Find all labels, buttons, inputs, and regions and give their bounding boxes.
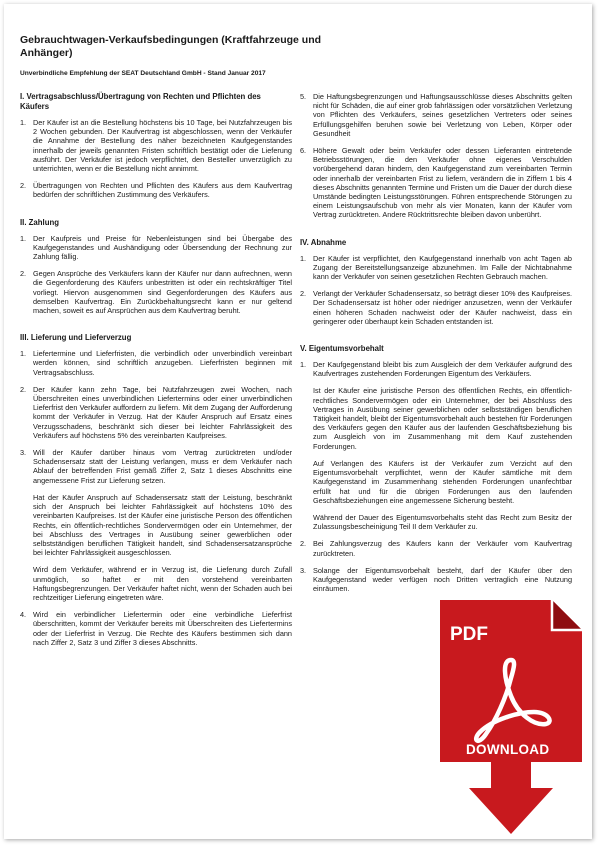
paragraph: Ist der Käufer eine juristische Person des öffentlichen Rechts, ein öffentlich-rechtliches Sondervermögen oder ein Unternehmer, der bei Abschluss des Vertrages in Ausübung seiner gewerblichen oder selbstständigen beruflichen Tätigkeit handelt, bleibt der Eigentumsvorbehalt auch bestehen für Forderungen des Verkäufers gegen den Käufer aus der laufenden Geschäftsbeziehung bis zum Ausgleich von im Zusammenhang mit dem Kauf zustehenden Forderungen. xyxy=(313,386,572,451)
item-number: 2. xyxy=(300,289,307,299)
item-number: 2. xyxy=(20,181,27,191)
item-text: Der Käufer kann zehn Tage, bei Nutzfahrzeugen zwei Wochen, nach Überschreiten eines unverbindlichen Liefertermins oder einer unverbindlichen Lieferfrist den Verkäufer auffordern zu liefern. Mit dem Zugang der Aufforderung kommt der Verkäufer in Verzug. Hat der Käufer Anspruch auf Ersatz eines Verzugsschadens, beschränkt sich dieser bei leichter Fahrlässigkeit des Verkäufers auf höchstens 5% des vereinbarten Kaufpreises. xyxy=(33,384,292,440)
item-text: Verlangt der Verkäufer Schadensersatz, so beträgt dieser 10% des Kaufpreises. Der Schadensersatz ist höher oder niedriger anzusetzen, wenn der Verkäufer einen höheren Schaden nachweist oder der Käufer nachweist, dass ein geringerer oder überhaupt kein Schaden entstanden ist. xyxy=(313,289,572,326)
item-number: 2. xyxy=(300,539,307,549)
section-heading-4: IV. Abnahme xyxy=(300,237,347,247)
item-text: Gegen Ansprüche des Verkäufers kann der Käufer nur dann aufrechnen, wenn die Gegenforderung des Käufers unbestritten ist oder ein rechtskräftiger Titel vorliegt. Hiervon ausgenommen sind Gegenforderungen des Käufers aus demselben Kaufvertrag. Ein Zurückbehaltungsrecht kann er nur geltend machen, soweit es auf Ansprüchen aus dem Kaufvertrag beruht. xyxy=(33,269,292,316)
list-item xyxy=(300,566,572,594)
item-text: Höhere Gewalt oder beim Verkäufer oder dessen Lieferanten eintretende Betriebsstörungen, die den Verkäufer ohne eigenes Verschulden vorübergehend daran hindern, den Kaufgegenstand zum vereinbarten Termin oder innerhalb der vereinbarten Frist zu liefern, verändern die in Ziffern 1 bis 4 dieses Abschnitts genannten Termine und Fristen um die Dauer der durch diese Umstände bedingten Leistungsstörungen. Führen entsprechende Störungen zu einem Leistungsaufschub von mehr als vier Monaten, kann der Käufer vom Vertrag zurücktreten. Andere Rücktrittsrechte bleiben davon unberührt. xyxy=(313,146,572,220)
paragraph: Auf Verlangen des Käufers ist der Verkäufer zum Verzicht auf den Eigentumsvorbehalt verpflichtet, wenn der Käufer sämtliche mit dem Kaufgegenstand im Zusammenhang stehenden Forderungen unanfechtbar erfüllt hat und für die übrigen Forderungen aus den laufenden Geschäftsbeziehungen eine angemessene Sicherung besteht. xyxy=(313,458,572,505)
list-item xyxy=(300,360,572,378)
list-item xyxy=(20,610,292,647)
item-number: 1. xyxy=(300,360,307,370)
item-text: Der Kaufgegenstand bleibt bis zum Ausgleich der dem Verkäufer aufgrund des Kaufvertrages zustehenden Forderungen Eigentum des Verkäufers. xyxy=(313,360,572,379)
item-number: 1. xyxy=(20,349,27,359)
item-text: Solange der Eigentumsvorbehalt besteht, darf der Käufer über den Kaufgegenstand weder verfügen noch Dritten vertraglich eine Nutzung einräumen. xyxy=(313,565,572,594)
section-heading-3: III. Lieferung und Lieferverzug xyxy=(20,333,132,343)
item-text: Bei Zahlungsverzug des Käufers kann der Verkäufer vom Kaufvertrag zurücktreten. xyxy=(313,539,572,558)
item-number: 4. xyxy=(20,610,27,620)
list-item xyxy=(300,92,572,138)
left-column xyxy=(20,92,292,655)
item-text: Liefertermine und Lieferfristen, die verbindlich oder unverbindlich vereinbart werden können, sind schriftlich anzugeben. Lieferfristen beginnen mit Vertragsabschluss. xyxy=(33,349,292,377)
paragraph: Während der Dauer des Eigentumsvorbehalts steht das Recht zum Besitz der Zulassungsbescheinigung Teil II dem Verkäufer zu. xyxy=(313,512,572,532)
section-heading-5: V. Eigentumsvorbehalt xyxy=(300,344,384,354)
pdf-label: PDF xyxy=(450,624,488,645)
item-number: 3. xyxy=(20,448,27,458)
list-item xyxy=(20,181,292,199)
document-title: Gebrauchtwagen-Verkaufsbedingungen (Kraftfahrzeuge und Anhänger) xyxy=(20,34,322,59)
item-number: 3. xyxy=(300,565,307,575)
item-text: Übertragungen von Rechten und Pflichten des Käufers aus dem Kaufvertrag bedürfen der schriftlichen Zustimmung des Verkäufers. xyxy=(33,181,292,200)
item-number: 2. xyxy=(20,384,27,394)
right-column xyxy=(300,92,572,601)
item-number: 2. xyxy=(20,269,27,279)
item-number: 1. xyxy=(20,118,27,127)
list-item xyxy=(300,146,572,220)
item-text: Wird ein verbindlicher Liefertermin oder eine verbindliche Lieferfrist überschritten, kommt der Verkäufer bereits mit Überschreiten des Liefertermins oder der Lieferfrist in Verzug. Die Rechte des Käufers bestimmen sich dann nach Ziffer 2, Satz 3 und Ziffer 3 dieses Abschnitts. xyxy=(33,610,292,647)
paragraph: Wird dem Verkäufer, während er in Verzug ist, die Lieferung durch Zufall unmöglich, so haftet er mit den vorstehend vereinbarten Haftungsbegrenzungen. Der Verkäufer haftet nicht, wenn der Schaden auch bei rechtzeitiger Lieferung eingetreten wäre. xyxy=(33,565,292,602)
item-text: Die Haftungsbegrenzungen und Haftungsausschlüsse dieses Abschnitts gelten nicht für Schäden, die auf einer grob fahrlässigen oder vorsätzlichen Verletzung von Pflichten des Verkäufers, seines gesetzlichen Vertreters oder seines Erfüllungsgehilfen beruhen sowie bei Verletzung von Leben, Körper oder Gesundheit xyxy=(313,92,572,138)
list-item xyxy=(20,234,292,262)
item-text: Der Käufer ist verpflichtet, den Kaufgegenstand innerhalb von acht Tagen ab Zugang der Bereitstellungsanzeige abzunehmen. Im Falle der Nichtabnahme kann der Verkäufer von seinen gesetzlichen Rechten Gebrauch machen. xyxy=(313,253,572,282)
list-item xyxy=(300,289,572,326)
item-text: Der Kaufpreis und Preise für Nebenleistungen sind bei Übergabe des Kaufgegenstandes und Aushändigung oder Übersendung der Rechnung zur Zahlung fällig. xyxy=(33,233,292,262)
document-subtitle: Unverbindliche Empfehlung der SEAT Deutschland GmbH - Stand Januar 2017 xyxy=(20,70,266,77)
list-item xyxy=(20,448,292,485)
list-item xyxy=(20,385,292,440)
item-text: Der Käufer ist an die Bestellung höchstens bis 10 Tage, bei Nutzfahrzeugen bis 2 Wochen gebunden. Der Kaufvertrag ist abgeschlossen, wenn der Verkäufer die Annahme der Bestellung des näher bezeichneten Kaufgegenstandes innerhalb der jeweils genannten Fristen schriftlich bestätigt oder die Lieferung ausführt. Der Verkäufer ist jedoch verpflichtet, den Besteller unverzüglich zu unterrichten, wenn er die Bestellung nicht annimmt. xyxy=(33,118,292,174)
list-item xyxy=(20,118,292,173)
paragraph: Hat der Käufer Anspruch auf Schadensersatz statt der Leistung, beschränkt sich der Anspruch bei leichter Fahrlässigkeit auf höchstens 10% des vereinbarten Kaufpreises. Ist der Käufer eine juristische Person des öffentlichen Rechts, ein öffentlich-rechtliches Sondervermögen oder ein Unternehmer, der bei Abschluss des Vertrages in Ausübung seiner gewerblichen oder selbstständigen beruflichen Tätigkeit handelt, sind Schadensersatzansprüche bei leichter Fahrlässigkeit ausgeschlossen. xyxy=(33,492,292,558)
pdf-download-button[interactable] xyxy=(436,598,586,838)
list-item xyxy=(300,254,572,282)
item-number: 1. xyxy=(300,253,307,263)
list-item xyxy=(20,269,292,315)
section-heading-1: I. Vertragsabschluss/Übertragung von Rechten und Pflichten des Käufers xyxy=(20,92,261,111)
section-heading-2: II. Zahlung xyxy=(20,217,59,227)
item-number: 1. xyxy=(20,233,27,243)
list-item xyxy=(20,349,292,377)
item-number: 6. xyxy=(300,146,307,156)
item-text: Will der Käufer darüber hinaus vom Vertrag zurücktreten und/oder Schadensersatz statt der Leistung verlangen, muss er dem Verkäufer nach Ablauf der betreffenden Frist gemäß Ziffer 2, Satz 1 dieses Abschnitts eine angemessene Frist zur Lieferung setzen. xyxy=(33,448,292,485)
list-item xyxy=(300,539,572,557)
item-number: 5. xyxy=(300,92,307,101)
download-label: DOWNLOAD xyxy=(466,742,550,757)
